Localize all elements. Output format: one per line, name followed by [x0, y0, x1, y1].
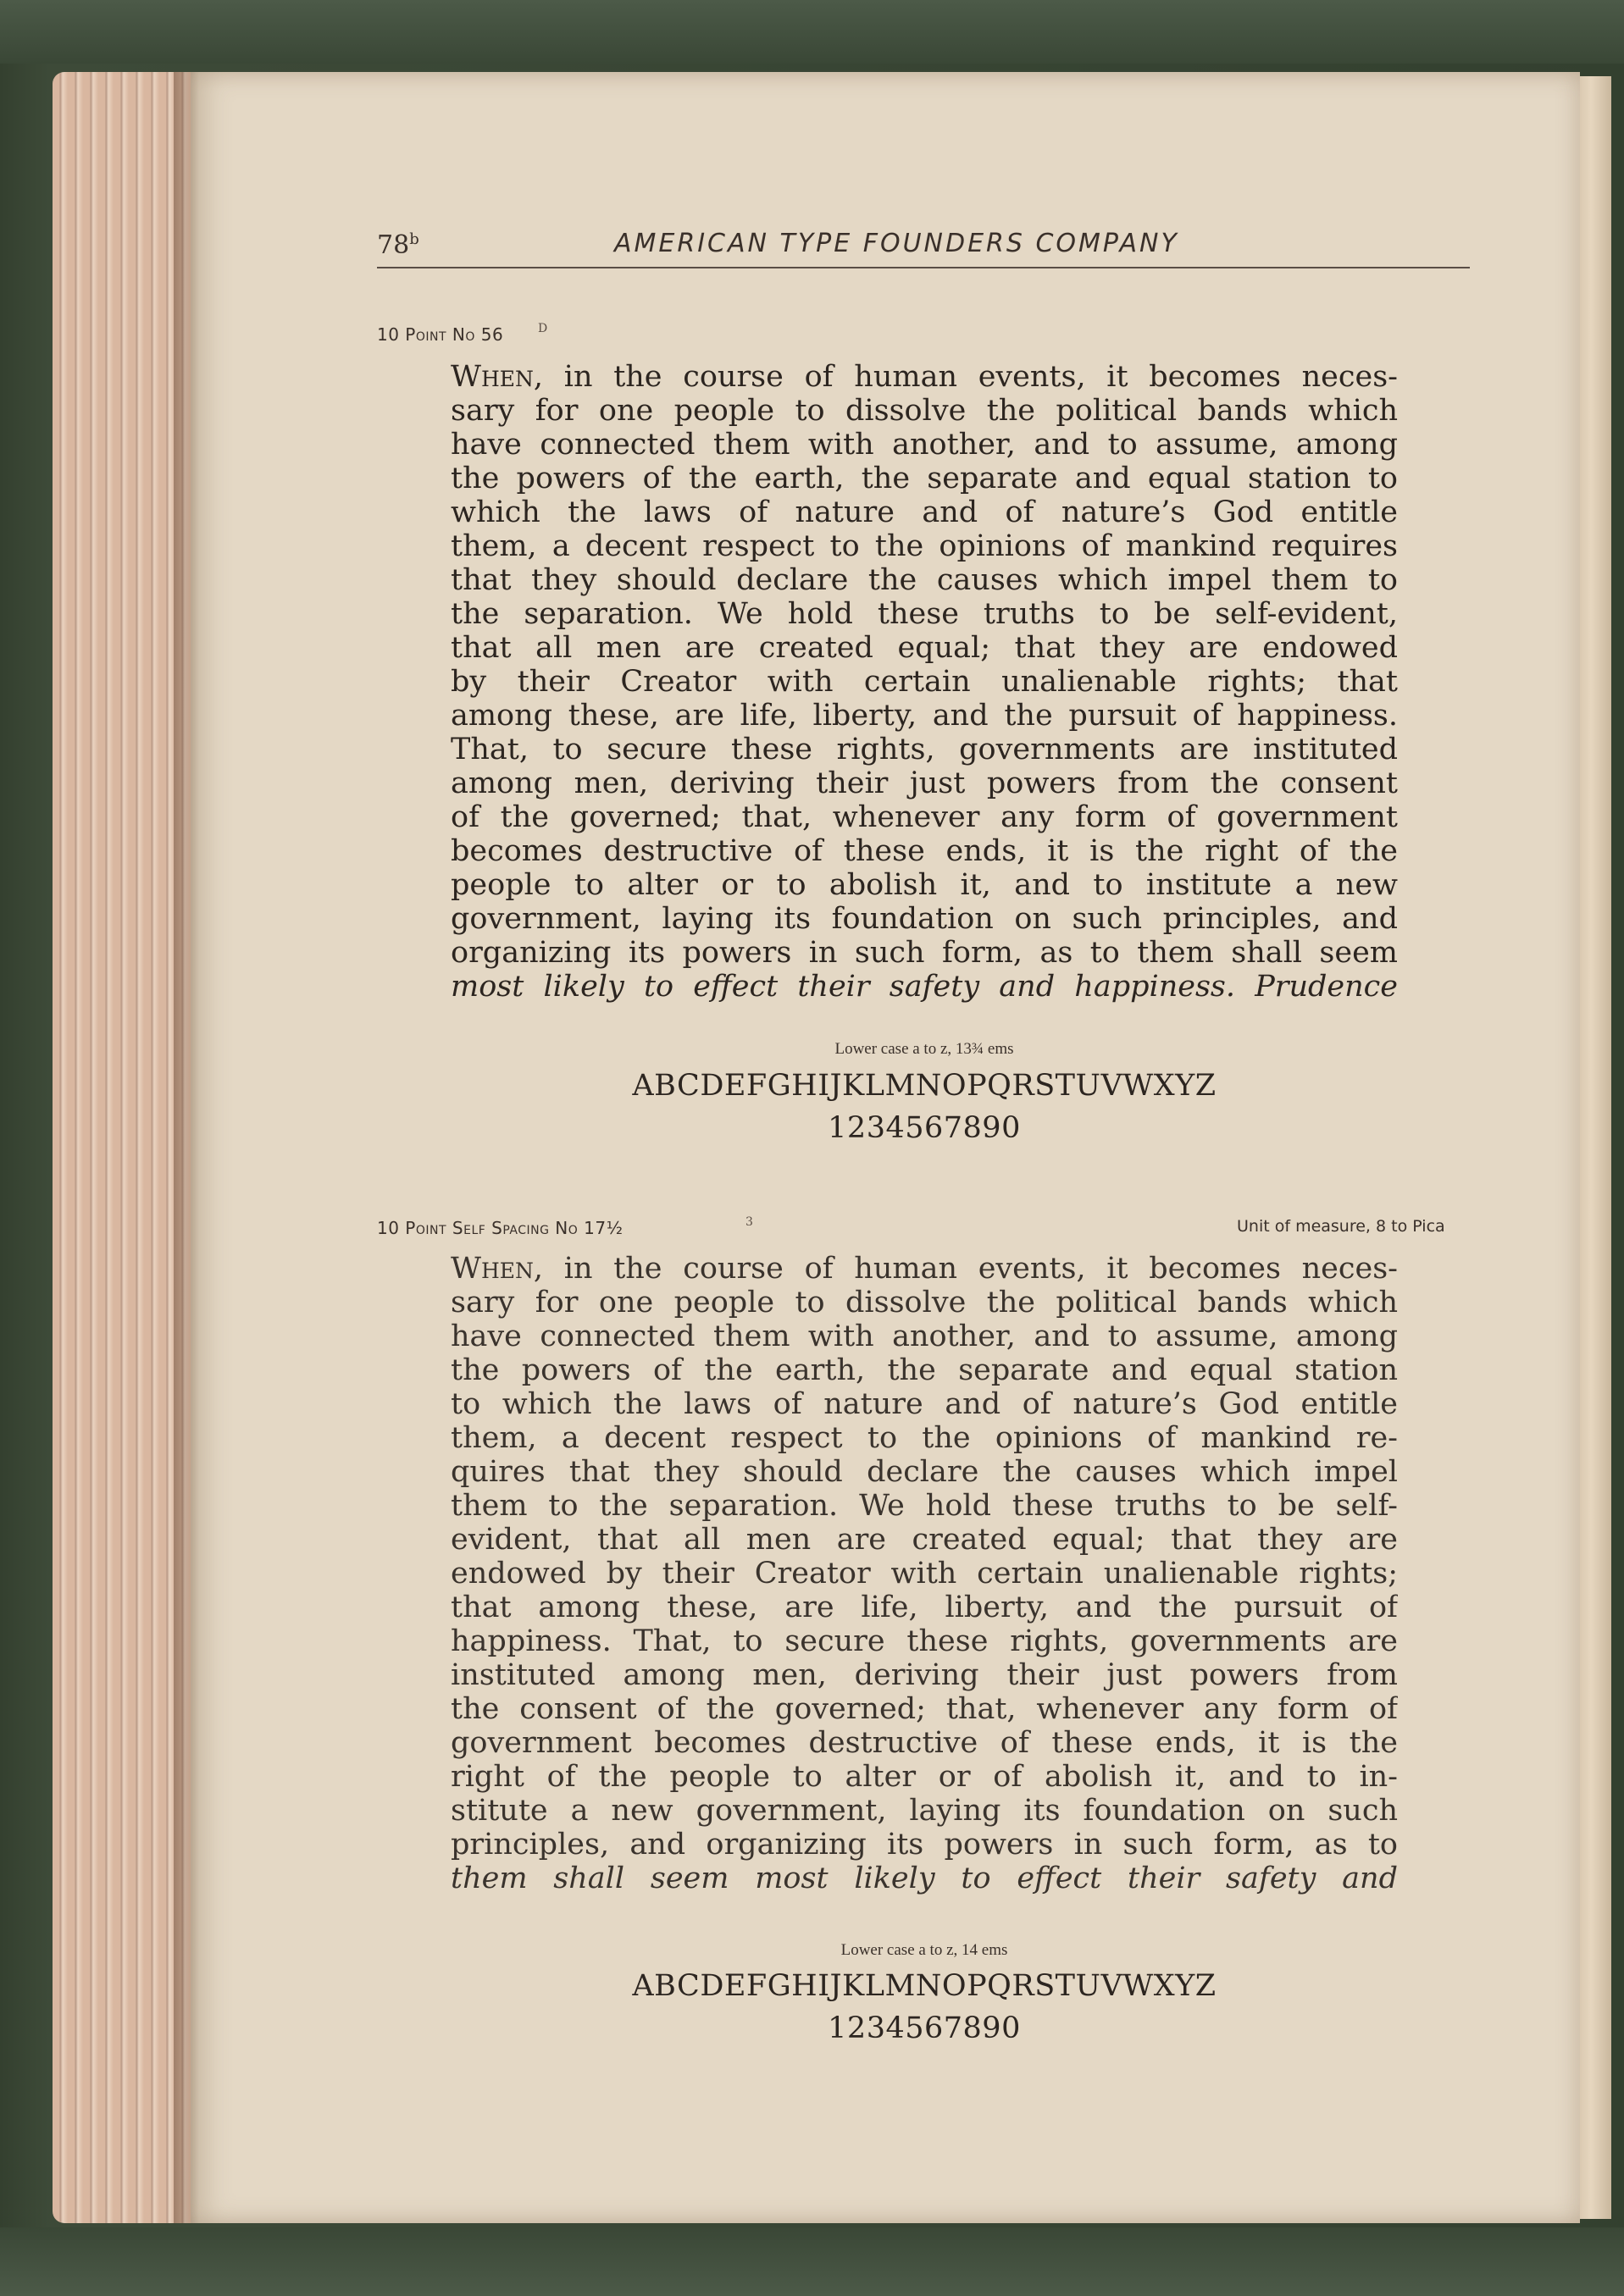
specimen-line: the consent of the governed; that, whenever any form of — [451, 1692, 1398, 1726]
specimen-line: that all men are created equal; that they are endowed — [451, 631, 1398, 665]
cover-bottom-edge — [0, 2227, 1624, 2296]
specimen-line: to which the laws of nature and of nature’s God entitle — [451, 1387, 1398, 1421]
specimen-line: sary for one people to dissolve the political bands which — [451, 1286, 1398, 1320]
specimen-line: the powers of the earth, the separate and equal station — [451, 1353, 1398, 1387]
specimen-2-figures: 1234567890 — [828, 2011, 1021, 2045]
specimen-line: organizing its powers in such form, as to them shall seem — [451, 936, 1398, 970]
specimen-2-label-text: 10 Point Self Spacing No 17½ — [377, 1218, 624, 1238]
specimen-line: the powers of the earth, the separate and equal station to — [451, 462, 1398, 495]
specimen-line: them to the separation. We hold these truths to be self- — [451, 1489, 1398, 1523]
specimen-line: stitute a new government, laying its foundation on such — [451, 1794, 1398, 1828]
specimen-1-label-text: 10 Point No 56 — [377, 324, 504, 345]
facing-page-edge — [1577, 76, 1611, 2219]
specimen-1-caption: Lower case a to z, 13¾ ems — [834, 1040, 1014, 1058]
specimen-line: government, laying its foundation on such principles, and — [451, 902, 1398, 936]
specimen-1-mark: D — [538, 322, 548, 335]
specimen-line-italic: them shall seem most likely to effect their safety and — [451, 1862, 1398, 1895]
specimen-1-text — [451, 360, 1398, 1004]
specimen-line: among these, are life, liberty, and the pursuit of happiness. — [451, 699, 1398, 733]
specimen-line: government becomes destructive of these ends, it is the — [451, 1726, 1398, 1760]
specimen-line: them, a decent respect to the opinions of mankind requires — [451, 529, 1398, 563]
specimen-line: people to alter or to abolish it, and to institute a new — [451, 868, 1398, 902]
specimen-1-alphabet: ABCDEFGHIJKLMNOPQRSTUVWXYZ — [632, 1069, 1217, 1103]
specimen-line: of the governed; that, whenever any form of government — [451, 800, 1398, 834]
specimen-line: endowed by their Creator with certain unalienable rights; — [451, 1557, 1398, 1591]
specimen-line: When, in the course of human events, it becomes neces- — [451, 360, 1398, 394]
specimen-line: them, a decent respect to the opinions of mankind re- — [451, 1421, 1398, 1455]
header-rule — [377, 267, 1470, 268]
specimen-line: evident, that all men are created equal; that they are — [451, 1523, 1398, 1557]
specimen-line: principles, and organizing its powers in such form, as to — [451, 1828, 1398, 1862]
specimen-2-alphabet: ABCDEFGHIJKLMNOPQRSTUVWXYZ — [632, 1969, 1217, 2003]
cover-top-edge — [0, 0, 1624, 64]
specimen-line: among men, deriving their just powers from the consent — [451, 766, 1398, 800]
page-number — [377, 230, 419, 260]
specimen-1-figures: 1234567890 — [828, 1111, 1021, 1145]
page-header — [377, 222, 1470, 273]
specimen-line: that among these, are life, liberty, and the pursuit of — [451, 1591, 1398, 1624]
specimen-line: which the laws of nature and of nature’s God entitle — [451, 495, 1398, 529]
unit-of-measure-note: Unit of measure, 8 to Pica — [1237, 1217, 1445, 1236]
page-number-value: 78 — [377, 230, 410, 260]
specimen-line: by their Creator with certain unalienable rights; that — [451, 665, 1398, 699]
specimen-line-italic: most likely to effect their safety and happiness. Prudence — [451, 970, 1398, 1004]
specimen-2-text — [451, 1252, 1398, 1895]
specimen-line: that they should declare the causes which impel them to — [451, 563, 1398, 597]
specimen-1-label — [377, 324, 503, 345]
first-line-rest: hen, in the course of human events, it becomes neces- — [480, 360, 1398, 394]
specimen-line: instituted among men, deriving their just powers from — [451, 1658, 1398, 1692]
specimen-line: When, in the course of human events, it becomes neces- — [451, 1252, 1398, 1286]
specimen-line: happiness. That, to secure these rights, governments are — [451, 1624, 1398, 1658]
page-number-suffix: b — [409, 230, 419, 248]
specimen-line: That, to secure these rights, governments are instituted — [451, 733, 1398, 766]
specimen-line: the separation. We hold these truths to be self-evident, — [451, 597, 1398, 631]
specimen-line: sary for one people to dissolve the political bands which — [451, 394, 1398, 428]
running-head: AMERICAN TYPE FOUNDERS COMPANY — [614, 229, 1179, 258]
specimen-line: becomes destructive of these ends, it is the right of the — [451, 834, 1398, 868]
specimen-2-label — [377, 1218, 623, 1238]
specimen-line: quires that they should declare the causes which impel — [451, 1455, 1398, 1489]
first-line-rest: hen, in the course of human events, it becomes neces- — [480, 1252, 1398, 1286]
specimen-line: right of the people to alter or of abolish it, and to in- — [451, 1760, 1398, 1794]
gutter-shadow — [174, 72, 199, 2223]
specimen-line: have connected them with another, and to assume, among — [451, 428, 1398, 462]
specimen-2-caption: Lower case a to z, 14 ems — [840, 1941, 1008, 1959]
specimen-line: have connected them with another, and to assume, among — [451, 1320, 1398, 1353]
specimen-2-mark: 3 — [745, 1215, 753, 1229]
